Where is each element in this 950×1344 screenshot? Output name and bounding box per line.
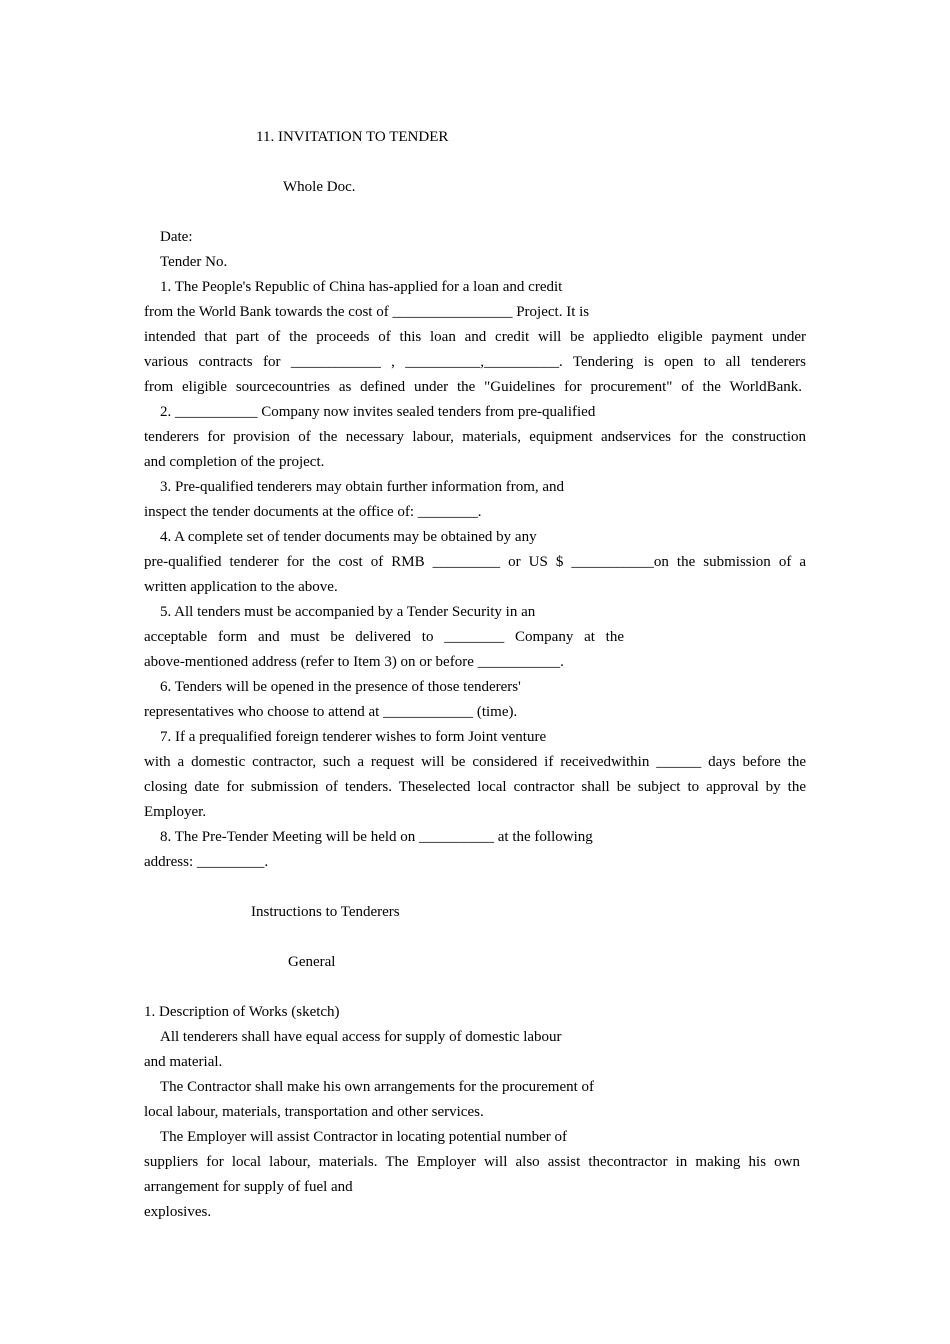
para2-line1: 2. ___________ Company now invites sealed tenders from pre-qualified — [160, 404, 596, 420]
desc2-line1: The Contractor shall make his own arrangements for the procurement of — [160, 1079, 595, 1095]
para1-line2: from the World Bank towards the cost of ________________ Project. It is — [144, 304, 590, 320]
para7-line4: Employer. — [144, 804, 207, 820]
para3-line2: inspect the tender documents at the office of: ________. — [144, 504, 482, 520]
description-heading: 1. Description of Works (sketch) — [144, 1004, 340, 1020]
desc3-line1: The Employer will assist Contractor in locating potential number of — [160, 1129, 567, 1145]
para7-line1: 7. If a prequalified foreign tenderer wishes to form Joint venture — [160, 729, 547, 745]
document-heading: 11. INVITATION TO TENDER — [256, 129, 449, 145]
para4-line2: pre-qualified tenderer for the cost of RMB _________ or US $ ___________on the submission of a — [144, 554, 806, 570]
desc3-line4: explosives. — [144, 1204, 212, 1220]
para4-line3: written application to the above. — [144, 579, 338, 595]
section-subtitle: General — [288, 954, 336, 970]
desc1-line1: All tenderers shall have equal access for supply of domestic labour — [160, 1029, 562, 1045]
para6-line1: 6. Tenders will be opened in the presence of those tenderers' — [160, 679, 521, 695]
desc1-line2: and material. — [144, 1054, 223, 1070]
para5-line2: acceptable form and must be delivered to ________ Company at the — [144, 629, 624, 645]
para4-line1: 4. A complete set of tender documents may be obtained by any — [160, 529, 537, 545]
para3-line1: 3. Pre-qualified tenderers may obtain further information from, and — [160, 479, 565, 495]
para1-line5: from eligible sourcecountries as defined under the "Guidelines for procurement" of the WorldBank. — [144, 379, 802, 395]
tender-no-label: Tender No. — [160, 254, 228, 270]
para2-line2: tenderers for provision of the necessary labour, materials, equipment andservices for the construction — [144, 429, 806, 445]
para7-line2: with a domestic contractor, such a request will be considered if receivedwithin ______ days before the — [144, 754, 806, 770]
para1-line4: various contracts for ____________ , __________,__________. Tendering is open to all tenderers — [144, 354, 806, 370]
para1-line1: 1. The People's Republic of China has-applied for a loan and credit — [160, 279, 563, 295]
para8-line2: address: _________. — [144, 854, 269, 870]
para1-line3: intended that part of the proceeds of this loan and credit will be appliedto eligible payment under — [144, 329, 806, 345]
para6-line2: representatives who choose to attend at ____________ (time). — [144, 704, 518, 720]
date-label: Date: — [160, 229, 193, 245]
section-title: Instructions to Tenderers — [251, 904, 400, 920]
para8-line1: 8. The Pre-Tender Meeting will be held on __________ at the following — [160, 829, 593, 845]
desc3-line2: suppliers for local labour, materials. The Employer will also assist thecontractor in making his own — [144, 1154, 800, 1170]
desc3-line3: arrangement for supply of fuel and — [144, 1179, 353, 1195]
para7-line3: closing date for submission of tenders. Theselected local contractor shall be subject to approval by the — [144, 779, 806, 795]
desc2-line2: local labour, materials, transportation and other services. — [144, 1104, 484, 1120]
document-subheading: Whole Doc. — [283, 179, 356, 195]
para5-line3: above-mentioned address (refer to Item 3) on or before ___________. — [144, 654, 564, 670]
para5-line1: 5. All tenders must be accompanied by a Tender Security in an — [160, 604, 536, 620]
para2-line3: and completion of the project. — [144, 454, 325, 470]
